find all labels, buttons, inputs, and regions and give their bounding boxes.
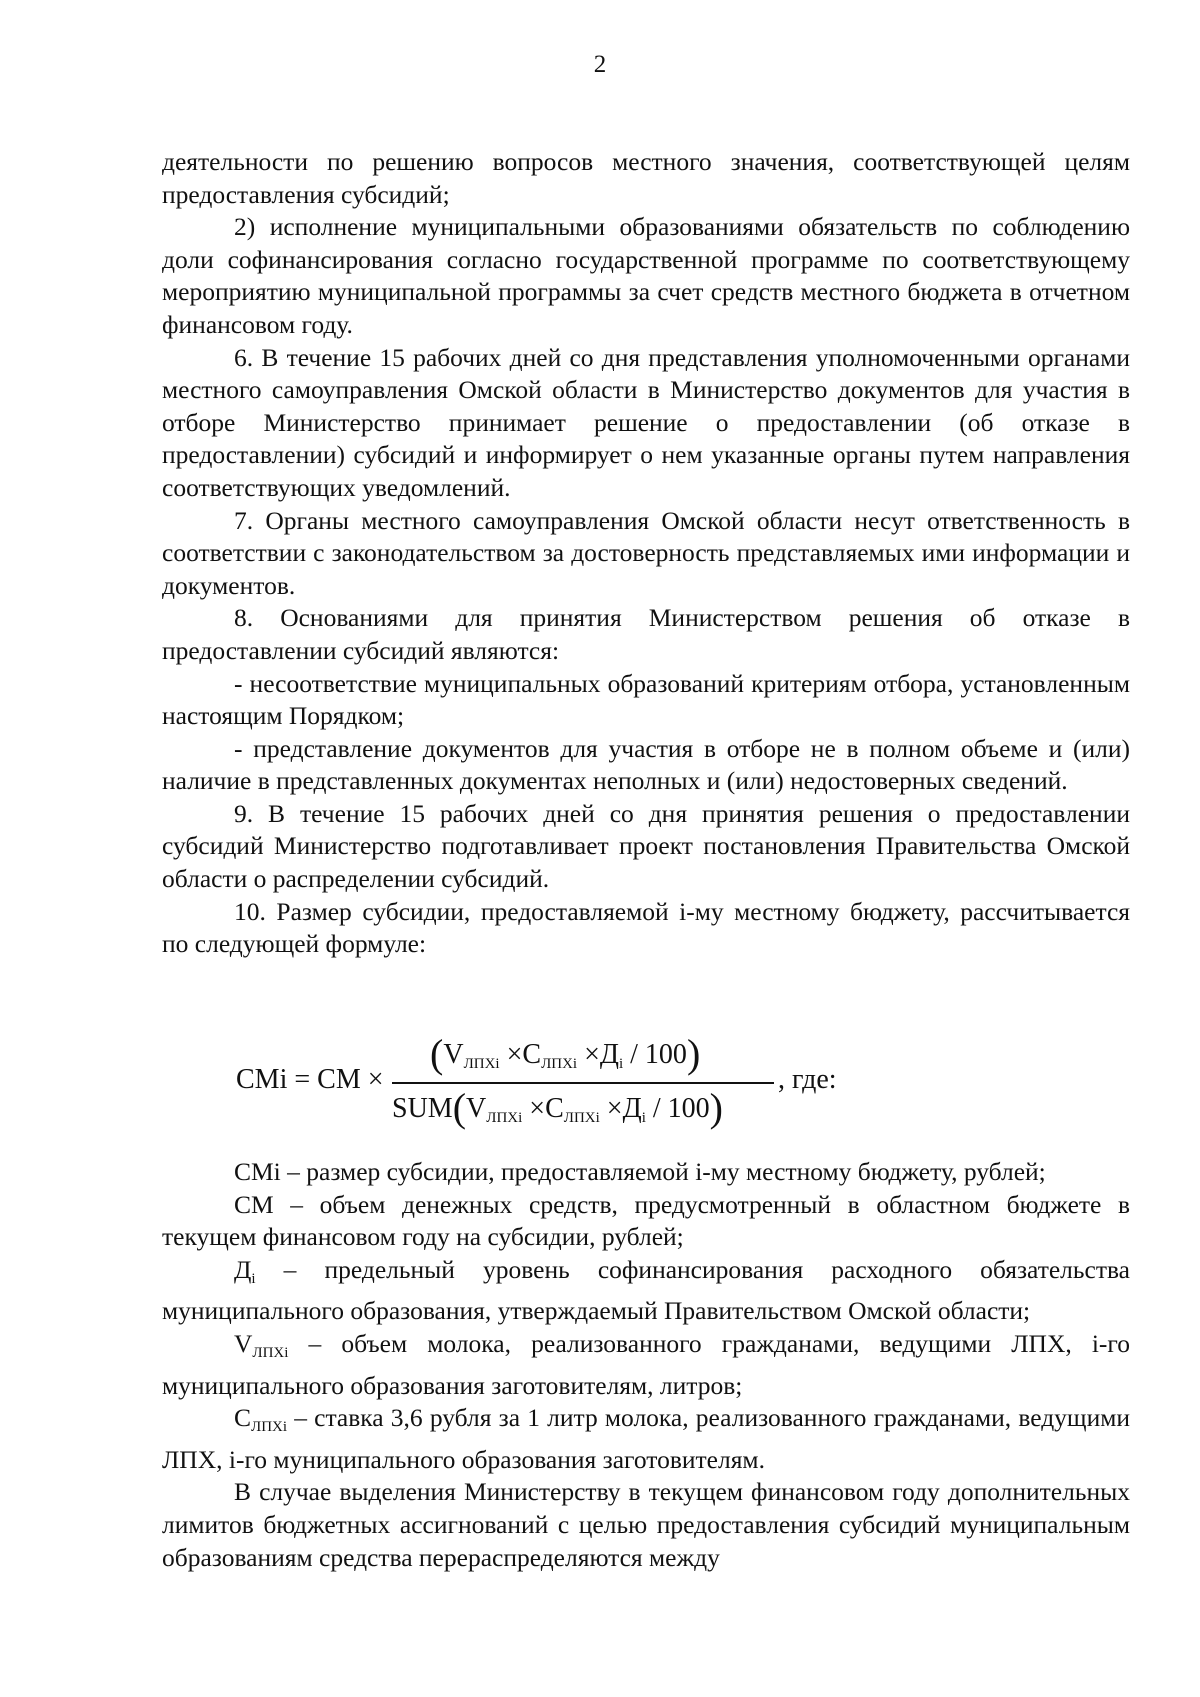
- paragraph: 8. Основаниями для принятия Министерством решения об отказе в предоставлении субсидий являются:: [162, 603, 1130, 665]
- paragraph: В случае выделения Министерству в текущем финансовом году дополнительных лимитов бюджетных ассигнований с целью предоставления субсидий муниципальным образованиям средства перераспределяются между: [162, 1477, 1130, 1572]
- definition-v: $V_{ЛПХi}$ – объем молока, реализованного гражданами, ведущими ЛПХ, i-го муниципального образования заготовителям, литров;: [162, 1328, 1130, 1400]
- definition-cm: CM – объем денежных средств, предусмотренный в областном бюджете в текущем финансовом году на субсидии, рублей;: [162, 1189, 1130, 1252]
- paragraph: 7. Органы местного самоуправления Омской области несут ответственность в соответствии с законодательством за достоверность представляемых ими информации и документов.: [162, 505, 1130, 600]
- formula-numerator: $(V_{ЛПХi} \times C_{ЛПХi} \times Д_i / 100)$: [430, 1031, 701, 1076]
- paragraph: деятельности по решению вопросов местного значения, соответствующей целям предоставления субсидий;: [162, 147, 1130, 209]
- definition-c: $C_{ЛПХi}$ – ставка 3,6 рубля за 1 литр молока, реализованного гражданами, ведущими ЛПХ, i-го муниципального образования заготовителям.: [162, 1403, 1130, 1474]
- paragraph: 2) исполнение муниципальными образованиями обязательств по соблюдению доли софинансирования согласно государственной программе по соответствующему мероприятию муниципальной программы за счет средств местного бюджета в отчетном финансовом году.: [162, 212, 1130, 339]
- paragraph: 6. В течение 15 рабочих дней со дня представления уполномоченными органами местного самоуправления Омской области в Министерство документов для участия в отборе Министерство принимает решение о предоставлении (об отказе в предоставлении) субсидий и информирует о нем указанные органы путем направления соответствующих уведомлений.: [162, 342, 1130, 502]
- formula-denominator: $SUM(V_{ЛПХi} \times C_{ЛПХi} \times Д_i / 100)$: [392, 1085, 723, 1130]
- formula-tail: , где:: [778, 1064, 837, 1095]
- definition-d: $Д_i$ – предельный уровень софинансирования расходного обязательства муниципального образования, утверждаемый Правительством Омской области;: [162, 1254, 1130, 1326]
- paragraph: - представление документов для участия в отборе не в полном объеме и (или) наличие в представленных документах неполных и (или) недостоверных сведений.: [162, 733, 1130, 796]
- definition-cmi: CMi – размер субсидии, предоставляемой i-му местному бюджету, рублей;: [234, 1157, 1046, 1186]
- paragraph: 9. В течение 15 рабочих дней со дня принятия решения о предоставлении субсидий Министерство подготавливает проект постановления Правительства Омской области о распределении субсидий.: [162, 798, 1130, 894]
- paragraph: 10. Размер субсидии, предоставляемой i-му местному бюджету, рассчитывается по следующей формуле:: [162, 896, 1130, 959]
- page-number: 2: [593, 51, 607, 78]
- subsidy-formula: [236, 1030, 936, 1140]
- paragraph: - несоответствие муниципальных образований критериям отбора, установленным настоящим Порядком;: [162, 668, 1130, 731]
- body-text-bottom: [162, 1156, 1130, 1574]
- body-text-top: [162, 146, 1130, 961]
- formula-lhs: CMi = CM ×: [236, 1064, 384, 1095]
